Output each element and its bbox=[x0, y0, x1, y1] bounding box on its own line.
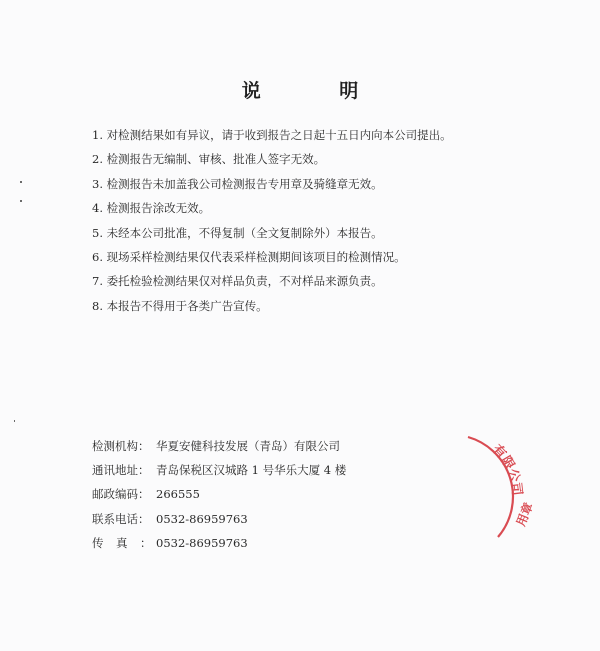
address-label: 通讯地址： bbox=[92, 463, 150, 478]
fax-row bbox=[92, 531, 346, 555]
phone-value: 0532-86959763 bbox=[156, 511, 248, 526]
address-value: 青岛保税区汉城路 1 号华乐大厦 4 楼 bbox=[156, 463, 347, 478]
notes-list bbox=[92, 123, 452, 318]
postcode-row bbox=[92, 482, 346, 506]
note-item: 5. 未经本公司批准，不得复制（全文复制除外）本报告。 bbox=[92, 225, 383, 240]
fax-value: 0532-86959763 bbox=[156, 535, 248, 550]
org-row bbox=[92, 434, 346, 458]
note-item: 2. 检测报告无编制、审核、批准人签字无效。 bbox=[92, 152, 326, 167]
phone-label: 联系电话： bbox=[92, 511, 150, 526]
address-row bbox=[92, 458, 346, 482]
seal-lower-text: 有限公司 bbox=[489, 442, 525, 497]
org-value: 华夏安健科技发展（青岛）有限公司 bbox=[156, 439, 340, 453]
note-item: 3. 检测报告未加盖我公司检测报告专用章及骑缝章无效。 bbox=[92, 176, 383, 191]
fax-label: 传真： bbox=[92, 535, 164, 550]
postcode-value: 266555 bbox=[156, 487, 200, 502]
contact-block bbox=[92, 434, 346, 555]
org-label: 检测机构： bbox=[92, 439, 150, 453]
note-item: 7. 委托检验检测结果仅对样品负责，不对样品来源负责。 bbox=[92, 274, 383, 289]
note-item: 6. 现场采样检测结果仅代表采样检测期间该项目的检测情况。 bbox=[92, 250, 406, 265]
scan-speck bbox=[20, 200, 22, 202]
scan-speck bbox=[14, 420, 15, 422]
note-item: 8. 本报告不得用于各类广告宣传。 bbox=[92, 298, 268, 313]
note-item: 1. 对检测结果如有异议，请于收到报告之日起十五日内向本公司提出。 bbox=[92, 128, 452, 142]
company-seal-stamp bbox=[438, 419, 558, 539]
seal-side-text: 用章 bbox=[513, 500, 536, 529]
phone-row bbox=[92, 507, 346, 531]
postcode-label: 邮政编码： bbox=[92, 487, 150, 502]
scan-speck bbox=[20, 181, 22, 183]
note-item: 4. 检测报告涂改无效。 bbox=[92, 201, 211, 216]
page-title: 说 明 bbox=[241, 80, 395, 102]
